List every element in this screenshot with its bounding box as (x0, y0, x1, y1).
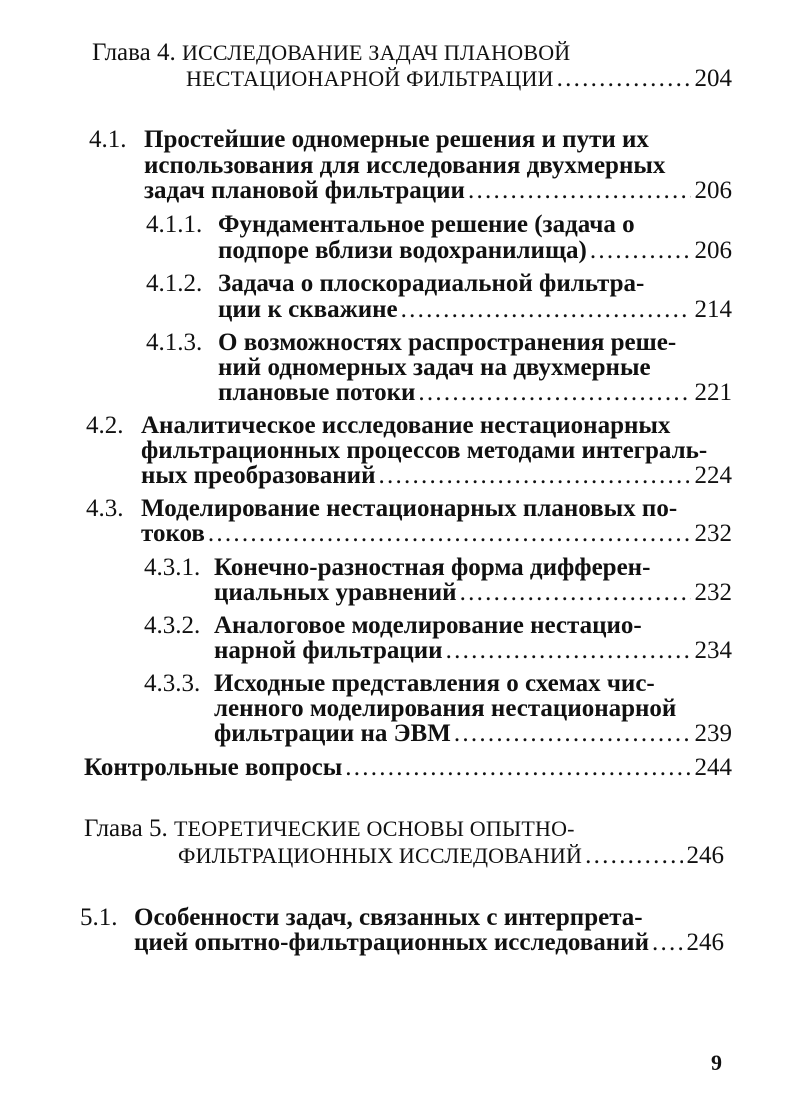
entry-number: 5.1. (80, 904, 118, 931)
toc-entry-4-1-3-line1 (146, 330, 676, 357)
leader-dots (418, 380, 690, 405)
entry-text: О возможностях распространения реше- (218, 329, 677, 356)
toc-entry-4-1-3-line3 (218, 380, 732, 407)
toc-entry-4-1-2-line1 (146, 271, 644, 298)
entry-text: Исходные представления о схемах чис- (214, 670, 655, 697)
leader-dots (585, 843, 682, 868)
toc-entry-4-1-line3 (144, 178, 732, 205)
entry-text: ний одномерных задач на двухмерные (218, 354, 651, 381)
entry-number: 4.3. (86, 495, 124, 522)
entry-text: Фундаментальное решение (задача о (218, 211, 635, 238)
entry-text: фильтрации на ЭВМ (214, 720, 451, 747)
toc-entry-4-3-line1 (86, 496, 677, 523)
entry-text: ции к скважине (218, 296, 398, 323)
chapter4-heading-line2 (186, 66, 732, 93)
entry-text: ленного моделирования нестационарной (214, 695, 677, 722)
chapter5-heading-line2 (178, 843, 724, 870)
toc-entry-4-1-3-line2 (218, 355, 651, 382)
toc-entry-5-1-line2 (134, 930, 724, 957)
leader-dots (468, 178, 691, 203)
leader-dots (557, 66, 691, 91)
entry-number: 4.1.2. (146, 270, 203, 297)
toc-entry-4-3-line2 (141, 521, 732, 548)
toc-entry-4-1-1-line1 (146, 212, 635, 239)
entry-page: 221 (694, 379, 732, 406)
chapter4-title-line2: НЕСТАЦИОНАРНОЙ ФИЛЬТРАЦИИ (186, 66, 554, 91)
entry-text: использования для исследования двухмерных (144, 152, 666, 179)
entry-page: 214 (694, 296, 732, 323)
entry-text: подпоре вблизи водохранилища) (218, 237, 587, 264)
toc-entry-questions (84, 755, 732, 782)
leader-dots (652, 930, 683, 955)
chapter5-heading-line1 (84, 816, 575, 843)
toc-entry-4-1-1-line2 (218, 238, 732, 265)
entry-page: 234 (694, 637, 732, 664)
leader-dots (208, 521, 691, 546)
toc-entry-4-1-line1 (89, 127, 649, 154)
entry-text: Аналитическое исследование нестационарных (141, 412, 671, 439)
entry-text: Контрольные вопросы (84, 754, 343, 781)
chapter5-page: 246 (686, 842, 724, 869)
toc-entry-4-3-3-line3 (214, 721, 732, 748)
entry-text: задач плановой фильтрации (144, 177, 465, 204)
chapter4-prefix: Глава 4. (92, 39, 176, 66)
toc-entry-4-1-line2 (144, 153, 665, 180)
entry-page: 232 (694, 520, 732, 547)
entry-number: 4.1.1. (146, 211, 203, 238)
entry-page: 244 (694, 754, 732, 781)
toc-entry-4-2-line1 (86, 413, 670, 440)
leader-dots (401, 297, 691, 322)
leader-dots (345, 755, 690, 780)
toc-entry-4-3-2-line2 (214, 638, 732, 665)
leader-dots (590, 238, 691, 263)
entry-text: нарной фильтрации (214, 637, 443, 664)
leader-dots (454, 721, 691, 746)
entry-text: Задача о плоскорадиальной фильтра- (218, 270, 645, 297)
leader-dots (446, 638, 691, 663)
chapter5-title-line2: ФИЛЬТРАЦИОННЫХ ИССЛЕДОВАНИЙ (178, 843, 583, 868)
entry-text: плановые потоки (218, 379, 416, 406)
chapter5-prefix: Глава 5. (84, 815, 168, 842)
entry-text: Особенности задач, связанных с интерпрета- (134, 904, 643, 931)
chapter5-title-line1: ТЕОРЕТИЧЕСКИЕ ОСНОВЫ ОПЫТНО- (173, 816, 575, 841)
entry-text: фильтрационных процессов методами интеграль- (141, 437, 708, 464)
entry-text: токов (141, 520, 205, 547)
chapter4-page: 204 (694, 65, 732, 92)
entry-text: Конечно-разностная форма дифферен- (214, 554, 651, 581)
toc-entry-4-3-3-line1 (144, 671, 655, 698)
toc-entry-5-1-line1 (80, 905, 643, 932)
entry-number: 4.2. (86, 412, 124, 439)
entry-text: Простейшие одномерные решения и пути их (144, 126, 649, 153)
toc-entry-4-2-line2 (141, 438, 707, 465)
entry-number: 4.3.1. (144, 554, 201, 581)
entry-page: 206 (694, 237, 732, 264)
toc-entry-4-3-3-line2 (214, 696, 676, 723)
page-number: 9 (711, 1050, 722, 1075)
toc-entry-4-3-1-line1 (144, 555, 650, 582)
entry-page: 239 (694, 720, 732, 747)
toc-entry-4-2-line3 (141, 463, 732, 490)
entry-text: цией опытно-фильтрационных исследований (134, 929, 649, 956)
toc-entry-4-3-1-line2 (214, 580, 732, 607)
entry-page: 224 (694, 462, 732, 489)
entry-text: Моделирование нестационарных плановых по- (141, 495, 678, 522)
entry-page: 246 (686, 929, 724, 956)
entry-page: 206 (694, 177, 732, 204)
entry-text: ных преобразований (141, 462, 376, 489)
leader-dots (460, 580, 691, 605)
entry-page: 232 (694, 579, 732, 606)
entry-text: Аналоговое моделирование нестацио- (214, 612, 642, 639)
entry-number: 4.3.2. (144, 612, 201, 639)
entry-number: 4.1. (89, 126, 127, 153)
entry-text: циальных уравнений (214, 579, 457, 606)
toc-entry-4-3-2-line1 (144, 613, 642, 640)
toc-entry-4-1-2-line2 (218, 297, 732, 324)
leader-dots (378, 463, 690, 488)
entry-number: 4.3.3. (144, 670, 201, 697)
entry-number: 4.1.3. (146, 329, 203, 356)
chapter4-title-line1: ИССЛЕДОВАНИЕ ЗАДАЧ ПЛАНОВОЙ (181, 40, 571, 65)
chapter4-heading-line1 (92, 40, 570, 67)
